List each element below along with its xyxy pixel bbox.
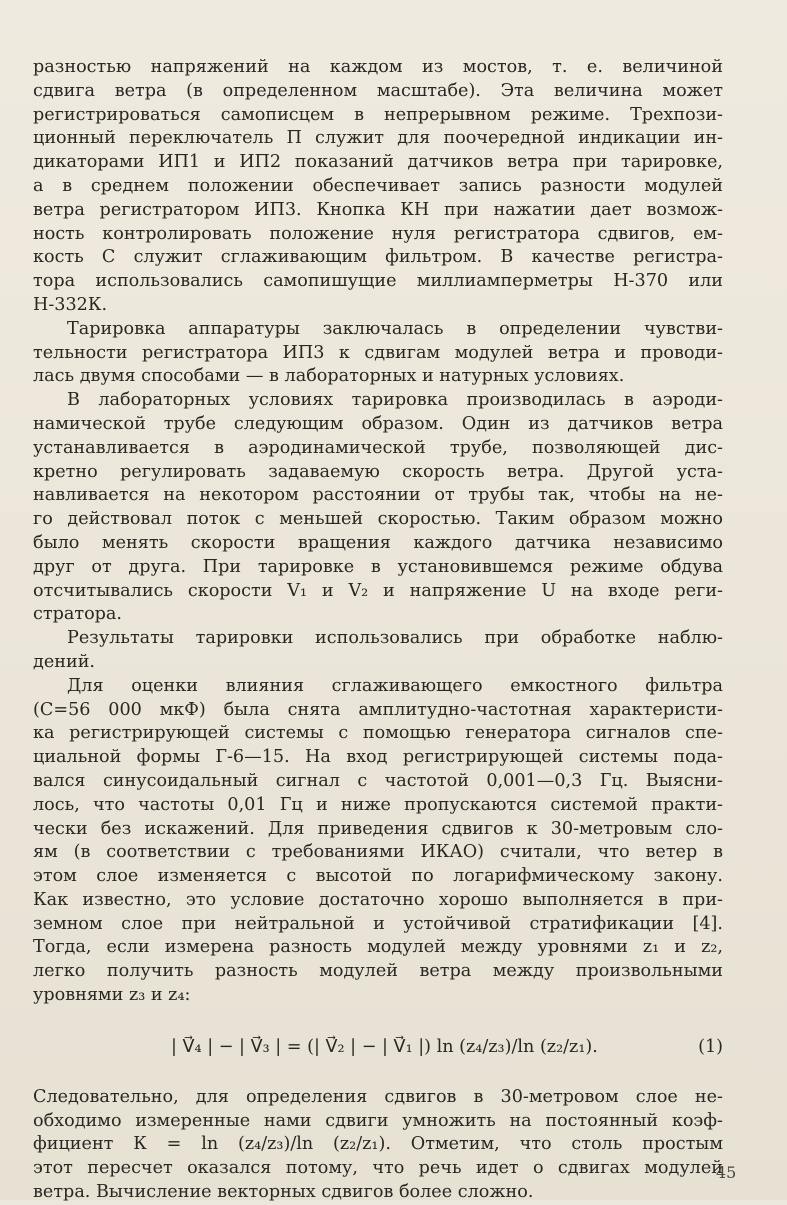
text-line: кретно регулировать задаваемую скорость ветра. Другой уста- (33, 461, 723, 482)
paragraph-6 (33, 1086, 723, 1205)
text-line: ность контролировать положение нуля регистратора сдвигов, ем- (33, 223, 723, 244)
text-line: Для оценки влияния сглаживающего емкостного фильтра (67, 675, 723, 696)
formula-1 (33, 1018, 723, 1078)
formula-expression: | V⃗₄ | − | V⃗₃ | = (| V⃗₂ | − | V⃗₁ |) ln (z₄/z₃)/ln (z₂/z₁). (171, 1036, 598, 1057)
text-line: В лабораторных условиях тарировка производилась в аэроди- (67, 390, 723, 411)
text-line: (С=56 000 мкФ) была снята амплитудно-частотная характеристи- (33, 699, 723, 720)
paragraph-5 (33, 675, 723, 1008)
paragraph-4 (33, 627, 723, 675)
text-line: разностью напряжений на каждом из мостов, т. е. величиной (33, 57, 723, 77)
paragraph-2 (33, 318, 723, 389)
text-line: дикаторами ИП1 и ИП2 показаний датчиков ветра при тарировке, (33, 152, 723, 173)
text-line: регистрироваться самописцем в непрерывном режиме. Трехпози- (33, 104, 723, 125)
text-line: ям (в соответствии с требованиями ИКАО) считали, что ветер в (33, 842, 723, 863)
text-line: этом слое изменяется с высотой по логарифмическому закону. (33, 866, 723, 887)
text-line: этот пересчет оказался потому, что речь идет о сдвигах модулей (33, 1158, 723, 1179)
text-line: уровнями z₃ и z₄: (33, 985, 191, 1006)
text-line: Как известно, это условие достаточно хорошо выполняется в при- (33, 889, 723, 910)
text-line: ветра. Вычисление векторных сдвигов более сложно. (33, 1182, 534, 1203)
text-line: друг от друга. При тарировке в установившемся режиме обдува (33, 556, 723, 577)
text-line: лась двумя способами — в лабораторных и натурных условиях. (33, 366, 625, 387)
body-text (33, 56, 723, 1205)
text-line: ветра регистратором ИП3. Кнопка КН при нажатии дает возмож- (33, 199, 723, 220)
formula-number: (1) (698, 1036, 723, 1057)
text-line: отсчитывались скорости V₁ и V₂ и напряжение U на входе реги- (33, 580, 723, 601)
text-line: было менять скорости вращения каждого датчика независимо (33, 532, 723, 553)
page-number: 45 (716, 1163, 737, 1182)
paragraph-3 (33, 389, 723, 627)
text-line: Тогда, если измерена разность модулей между уровнями z₁ и z₂, (33, 937, 724, 958)
text-line: намической трубе следующим образом. Один из датчиков ветра (33, 413, 723, 434)
text-line: Тарировка аппаратуры заключалась в определении чувстви- (67, 318, 723, 339)
text-line: земном слое при нейтральной и устойчивой стратификации [4]. (33, 913, 723, 934)
text-line: Н-332К. (33, 294, 108, 315)
text-line: го действовал поток с меньшей скоростью. Таким образом можно (33, 509, 723, 530)
text-line: вался синусоидальный сигнал с частотой 0,001—0,3 Гц. Выясни- (33, 770, 723, 791)
text-line: стратора. (33, 604, 123, 625)
text-line: циальной формы Г-6—15. На вход регистрирующей системы пода- (33, 747, 723, 768)
text-line: фициент К = ln (z₄/z₃)/ln (z₂/z₁). Отметим, что столь простым (33, 1134, 723, 1155)
text-line: легко получить разность модулей ветра между произвольными (33, 961, 723, 982)
paragraph-1 (33, 56, 723, 318)
text-line: чески без искажений. Для приведения сдвигов к 30-метровым сло- (33, 818, 723, 839)
text-line: Следовательно, для определения сдвигов в 30-метровом слое не- (33, 1086, 723, 1107)
text-line: навливается на некотором расстоянии от трубы так, чтобы на не- (33, 485, 723, 506)
text-line: тельности регистратора ИП3 к сдвигам модулей ветра и проводи- (33, 342, 723, 363)
text-line: обходимо измеренные нами сдвиги умножить на постоянный коэф- (33, 1110, 723, 1131)
text-line: лось, что частоты 0,01 Гц и ниже пропускаются системой практи- (33, 794, 723, 815)
text-line: кость С служит сглаживающим фильтром. В качестве регистра- (33, 247, 723, 268)
text-line: ка регистрирующей системы с помощью генератора сигналов спе- (33, 723, 723, 744)
text-line: а в среднем положении обеспечивает запись разности модулей (33, 175, 723, 196)
text-line: дений. (33, 651, 96, 672)
text-line: устанавливается в аэродинамической трубе, позволяющей дис- (33, 437, 723, 458)
text-line: сдвига ветра (в определенном масштабе). Эта величина может (33, 80, 723, 101)
text-line: Результаты тарировки использовались при обработке наблю- (67, 628, 723, 649)
text-line: тора использовались самопишущие миллиамперметры Н-370 или (33, 271, 723, 292)
text-line: ционный переключатель П служит для поочередной индикации ин- (33, 128, 723, 149)
